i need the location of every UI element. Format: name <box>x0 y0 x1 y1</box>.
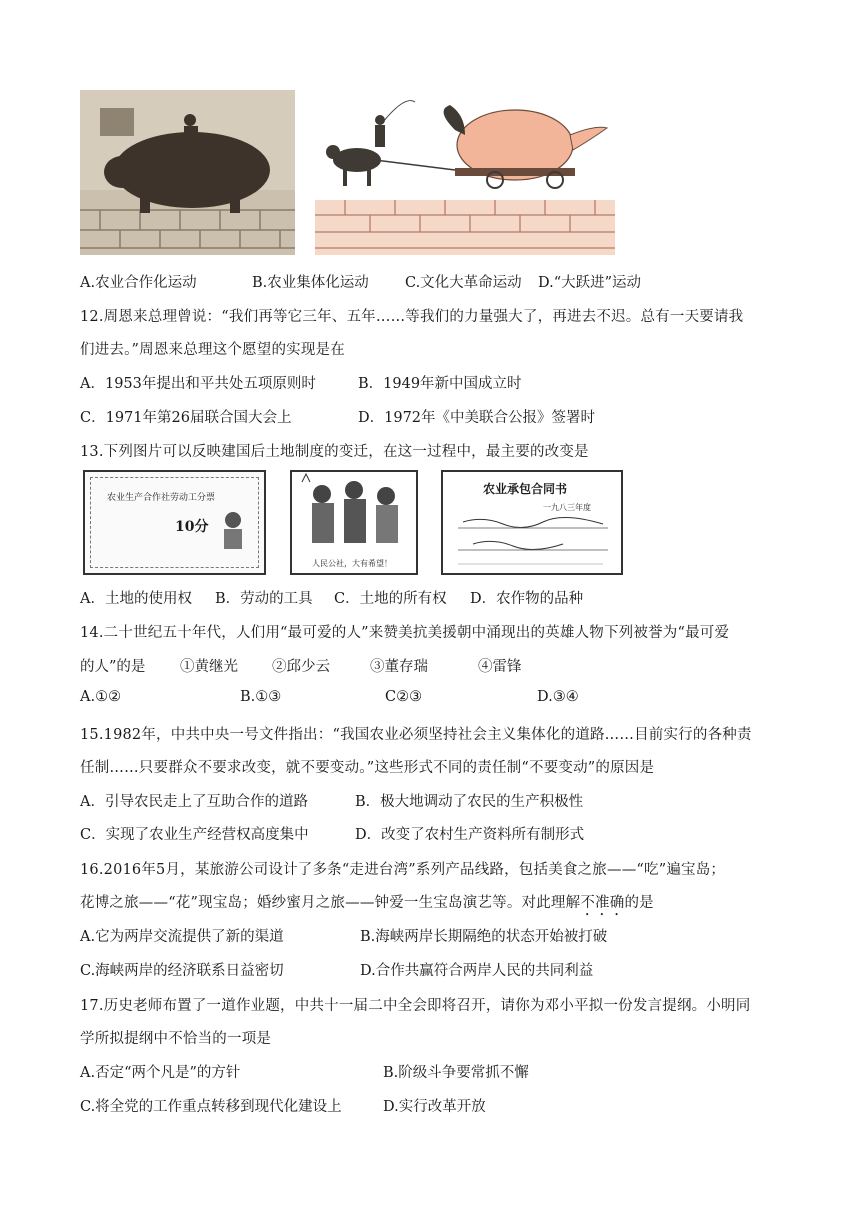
pumpkin-cart-illustration <box>315 90 615 255</box>
peoples-commune-poster-image <box>290 470 418 575</box>
q14-option-c: C②③ <box>385 689 423 705</box>
q14-item-2: ②邱少云 <box>272 659 330 675</box>
q16-stem-line2 <box>80 891 654 919</box>
q13-option-b: B．劳动的工具 <box>215 591 313 607</box>
q12-option-b: B．1949年新中国成立时 <box>358 376 522 392</box>
q14-item-3: ③董存瑞 <box>370 659 428 675</box>
pig-illustration <box>80 90 295 255</box>
q11-option-a: A.农业合作化运动 <box>80 275 197 291</box>
q13-option-a: A．土地的使用权 <box>80 591 192 607</box>
q14-item-4: ④雷锋 <box>478 659 522 675</box>
pumpkin-cart-drawing <box>315 90 615 255</box>
q15-stem-line1: 15.1982年，中共中央一号文件指出：“我国农业必须坚持社会主义集体化的道路……目前实行的各种责 <box>80 727 752 743</box>
q12-option-a: A．1953年提出和平共处五项原则时 <box>80 376 316 392</box>
q16-stem-line2-text: 花博之旅——“花”现宝岛；婚纱蜜月之旅——钟爱一生宝岛演艺等。对此理解 <box>80 895 581 911</box>
q13-option-c: C．土地的所有权 <box>334 591 447 607</box>
child-figure-icon <box>215 510 251 554</box>
q15-option-d: D．改变了农村生产资料所有制形式 <box>355 827 585 843</box>
q16-option-c: C.海峡两岸的经济联系日益密切 <box>80 963 284 979</box>
q12-option-d: D．1972年《中美联合公报》签署时 <box>358 410 596 426</box>
q15-option-c: C．实现了农业生产经营权高度集中 <box>80 827 309 843</box>
q15-option-b: B．极大地调动了农民的生产积极性 <box>355 794 584 810</box>
q15-stem-line2: 任制……只要群众不要求改变，就不要变动。”这些形式不同的责任制“不要变动”的原因是 <box>80 760 655 776</box>
q16-option-a: A.它为两岸交流提供了新的渠道 <box>80 929 284 945</box>
q13-stem: 13.下列图片可以反映建国后土地制度的变迁，在这一过程中，最主要的改变是 <box>80 444 589 460</box>
work-points-ticket-value: 10分 <box>175 519 209 535</box>
q17-option-b: B.阶级斗争要常抓不懈 <box>383 1065 529 1081</box>
q12-stem-line1: 12.周恩来总理曾说：“我们再等它三年、五年……等我们的力量强大了，再进去不迟。总有一天要请我 <box>80 309 744 325</box>
q11-option-b: B.农业集体化运动 <box>252 275 369 291</box>
q14-stem-line2: 的人”的是 <box>80 659 146 675</box>
contract-title: 农业承包合同书 <box>483 482 568 496</box>
q17-option-c: C.将全党的工作重点转移到现代化建设上 <box>80 1099 342 1115</box>
q17-stem-line1: 17.历史老师布置了一道作业题，中共十一届二中全会即将召开，请你为邓小平拟一份发言提纲。小明同 <box>80 998 751 1014</box>
q14-stem-line1: 14.二十世纪五十年代，人们用“最可爱的人”来赞美抗美援朝中涌现出的英雄人物下列被誉为“最可爱 <box>80 625 730 641</box>
q12-stem-line2: 们进去。”周恩来总理这个愿望的实现是在 <box>80 342 345 358</box>
q15-option-a: A．引导农民走上了互助合作的道路 <box>80 794 308 810</box>
q16-option-d: D.合作共赢符合两岸人民的共同利益 <box>360 963 594 979</box>
contract-document-image <box>441 470 623 575</box>
q11-option-d: D.“大跃进”运动 <box>538 275 642 291</box>
q17-stem-line2: 学所拟提纲中不恰当的一项是 <box>80 1031 272 1047</box>
q17-option-a: A.否定“两个凡是”的方针 <box>80 1065 241 1081</box>
q11-option-c: C.文化大革命运动 <box>405 275 522 291</box>
contract-handwriting-illustration <box>453 514 613 569</box>
commune-poster-caption: 人民公社，大有希望！ <box>312 559 392 568</box>
q16-stem-line2-end: 的是 <box>624 895 654 911</box>
q16-option-b: B.海峡两岸长期隔绝的状态开始被打破 <box>360 929 608 945</box>
q12-option-c: C．1971年第26届联合国大会上 <box>80 410 292 426</box>
q14-option-d: D.③④ <box>537 689 579 705</box>
q17-option-d: D.实行改革开放 <box>383 1099 486 1115</box>
q16-stem-line1: 16.2016年5月，某旅游公司设计了多条“走进台湾”系列产品线路，包括美食之旅——“吃”遍宝岛； <box>80 862 726 878</box>
pig-photo <box>80 90 295 255</box>
q16-emphasis-not-accurate: 不准确 <box>580 895 625 911</box>
work-points-ticket-title: 农业生产合作社劳动工分票 <box>107 493 216 503</box>
q14-item-1: ①黄继光 <box>180 659 238 675</box>
work-points-ticket-image <box>83 470 266 575</box>
q14-option-a: A.①② <box>80 689 122 705</box>
q14-option-b: B.①③ <box>240 689 282 705</box>
contract-year: 一九八三年度 <box>543 503 591 512</box>
commune-figures-illustration <box>292 472 416 552</box>
q13-option-d: D．农作物的品种 <box>470 591 584 607</box>
